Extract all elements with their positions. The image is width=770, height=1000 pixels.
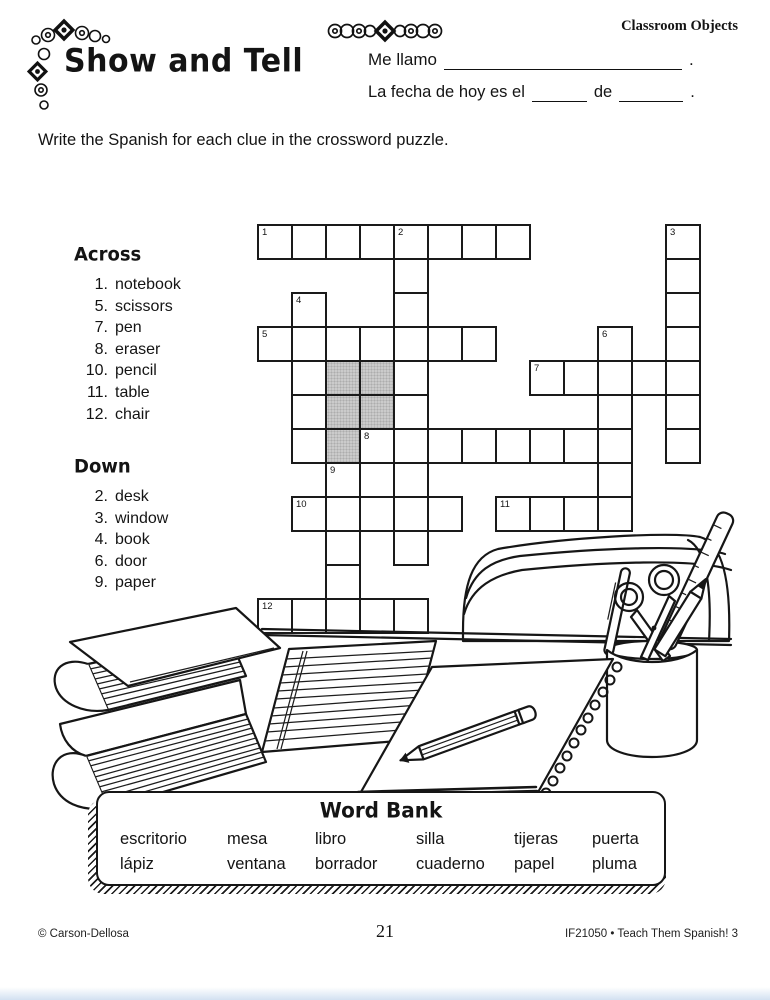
word-bank	[96, 791, 666, 886]
footer-copyright: © Carson-Dellosa	[38, 928, 129, 940]
cell-number: 7	[534, 363, 540, 374]
word-bank-word: papel	[514, 855, 555, 873]
clue-item: 5. scissors	[94, 297, 173, 315]
cell-number: 8	[364, 431, 370, 442]
word-bank-words	[120, 830, 639, 874]
word-bank-word: ventana	[227, 855, 286, 873]
clue-item: 12. chair	[85, 405, 150, 423]
page-title: Show and Tell	[64, 42, 304, 81]
clue-item: 10. pencil	[85, 362, 157, 380]
clue-item: 7. pen	[94, 319, 142, 337]
clue-item: 8. eraser	[94, 340, 161, 358]
clue-item: 6. door	[94, 552, 148, 570]
cell-number: 1	[262, 227, 268, 238]
date-label: La fecha de hoy es el	[368, 83, 525, 101]
cell-number: 12	[262, 601, 273, 612]
cell-number: 9	[330, 465, 336, 476]
clue-item: 11. table	[86, 383, 150, 401]
category-label: Classroom Objects	[621, 18, 738, 34]
word-bank-word: puerta	[592, 830, 639, 848]
word-bank-word: libro	[315, 830, 347, 848]
word-bank-word: lápiz	[120, 855, 154, 873]
word-bank-word: escritorio	[120, 830, 187, 848]
cell-number: 4	[296, 295, 302, 306]
down-heading: Down	[74, 455, 131, 478]
page-number: 21	[376, 921, 394, 941]
clue-item: 1. notebook	[94, 276, 181, 293]
bottom-edge-strip	[0, 987, 770, 1000]
date-punct: .	[690, 83, 695, 101]
clue-item: 3. window	[94, 509, 169, 527]
clue-item: 4. book	[94, 531, 150, 549]
word-bank-word: tijeras	[514, 830, 559, 848]
across-heading: Across	[74, 243, 142, 266]
books-icon	[53, 608, 280, 809]
word-bank-word: pluma	[592, 855, 637, 873]
date-mid-label: de	[593, 83, 613, 101]
cell-number: 5	[262, 329, 268, 340]
word-bank-word: silla	[416, 830, 445, 848]
cell-number: 10	[296, 499, 307, 510]
clue-item: 2. desk	[94, 488, 149, 505]
word-bank-title: Word Bank	[319, 797, 443, 823]
cell-number: 3	[670, 227, 676, 238]
word-bank-word: borrador	[315, 855, 378, 873]
footer-product-code: IF21050 • Teach Them Spanish! 3	[564, 928, 738, 940]
instruction-text: Write the Spanish for each clue in the crossword puzzle.	[38, 131, 449, 149]
word-bank-word: mesa	[227, 830, 268, 848]
clue-item: 9. paper	[94, 574, 156, 592]
name-label: Me llamo	[368, 50, 437, 69]
word-bank-word: cuaderno	[416, 855, 485, 873]
cell-number: 2	[398, 227, 404, 238]
cell-number: 6	[602, 329, 608, 340]
cell-number: 11	[500, 499, 510, 510]
name-punct: .	[688, 50, 694, 69]
